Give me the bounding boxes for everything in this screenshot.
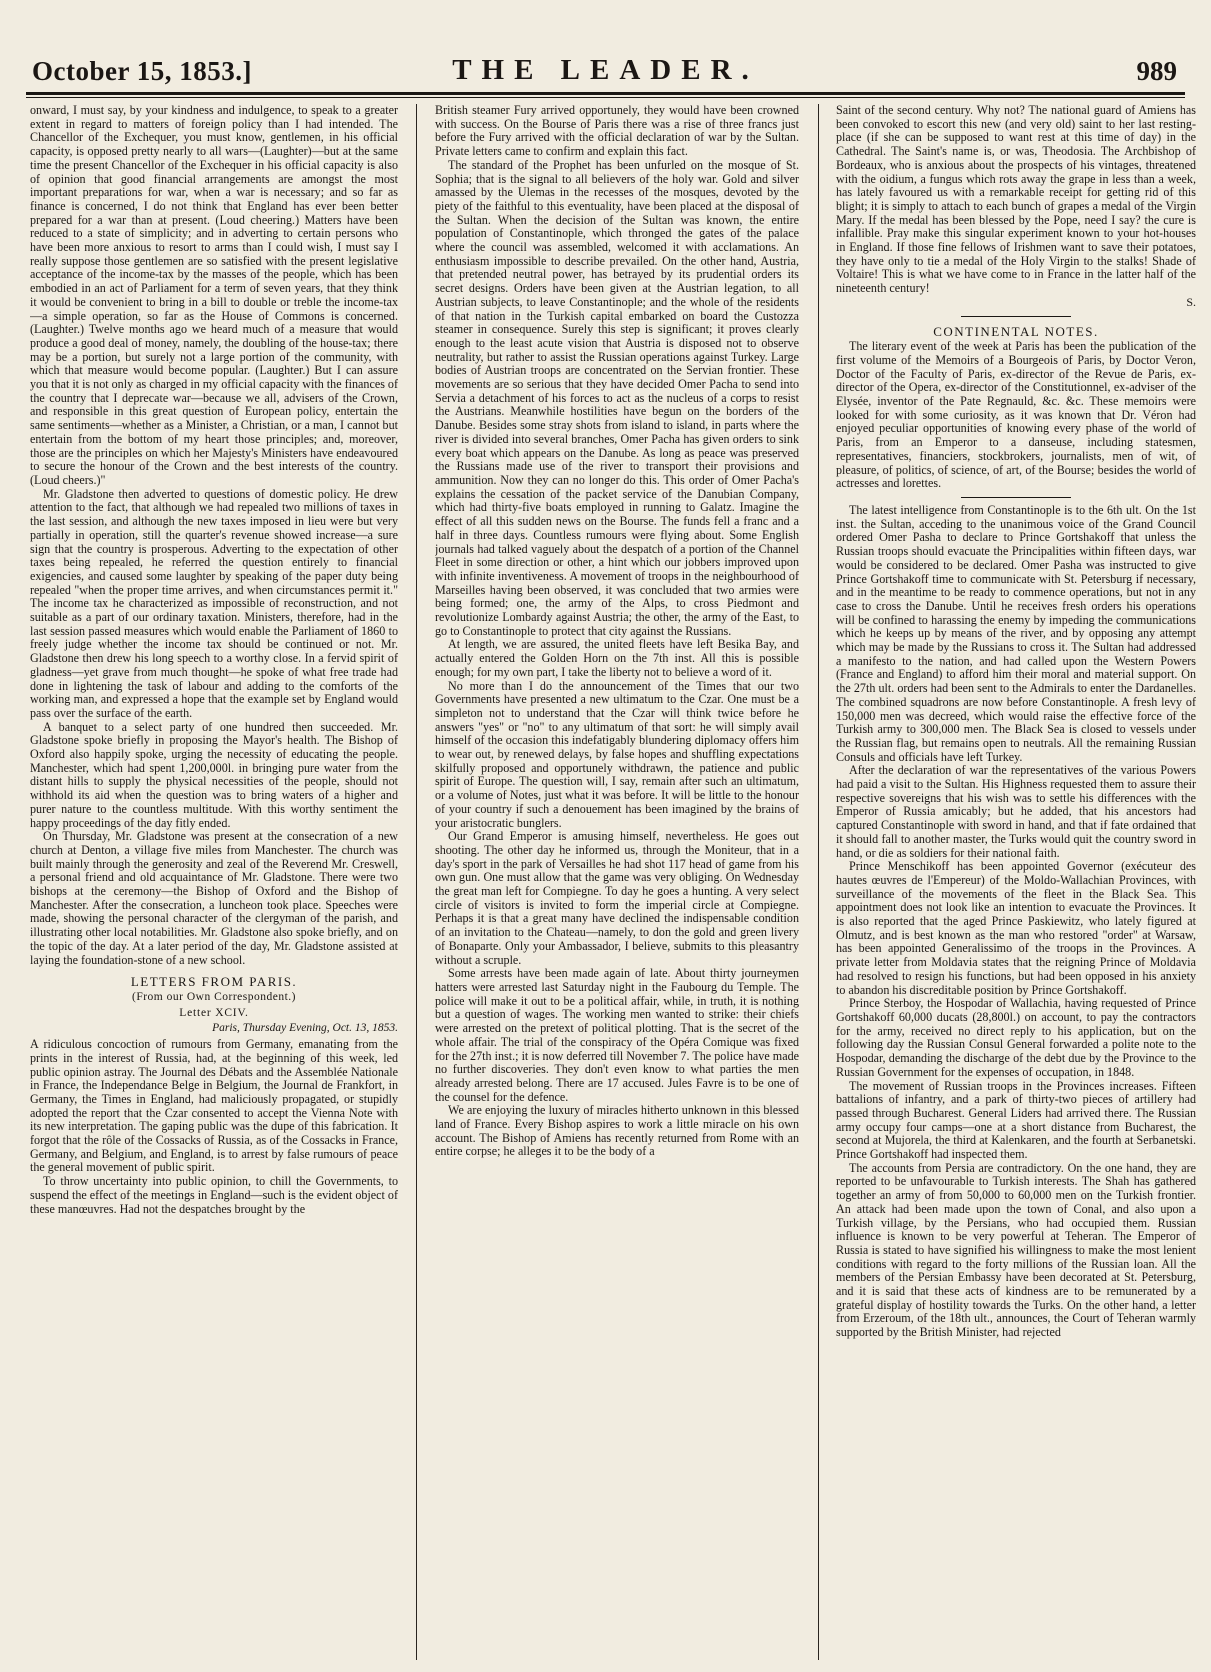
paragraph: onward, I must say, by your kindness and indulgence, to speak to a greater extent in regard to matters of foreign policy than I had intended. The Chancellor of the Exchequer, you must know, gentlemen, in his official capacity, is opposed pretty nearly to all wars—(Laughter)—but at the same time the present Chancellor of the Exchequer in his official capacity is also of opinion that good financial arrangements are amongst the most important preparations for war, when a war is necessary; and so far as finance is concerned, I do not think that England has ever been better prepared for a war than at present. (Loud cheering.) Matters have been reduced to a state of simplicity; and in adverting to certain persons who have been more anxious to resort to arms than I could wish, I must say I really suppose those gentlemen are so satisfied with the present legislative acceptance of the income-tax by the masses of the people, which has been embodied in an act of Parliament for a term of seven years, that they think it would be convenient to bring in a bill to double or treble the income-tax—a simple operation, so far as the House of Commons is concerned. (Laughter.) Twelve months ago we heard much of a measure that would produce a good deal of money, namely, the doubling of the house-tax; there may be a portion, but surely not a large portion of the community, with which that measure would become popular. (Laughter.) But I can assure you that it is not only as charged in my official capacity with the finances of the country that I deprecate war—because we all, advisers of the Crown, and responsible in this great question of European policy, entertain the same sentiments—whether as a Minister, a Christian, or a man, I cannot but entertain from the bottom of my heart those principles; and, moreover, those are the principles on which her Majesty's Ministers have endeavoured to secure the honour of the Crown and the best interests of the country. (Loud cheers.)"	[30, 104, 398, 487]
section-heading: LETTERS FROM PARIS.	[130, 974, 298, 990]
paragraph: We are enjoying the luxury of miracles hitherto unknown in this blessed land of France. Every Bishop aspires to work a little miracle on his own account. The Bishop of Amiens has recently returned from Rome with an entire corpse; he alleges it to be the body of a	[435, 1103, 799, 1159]
column-3	[836, 104, 1196, 1664]
paragraph: No more than I do the announcement of the Times that our two Governments have presented a new ultimatum to the Czar. One must be a simpleton not to understand that the Czar will think twice before he answers "yes" or "no" to any ultimatum of that sort: he will simply avail himself of the occasion this indefatigably blundering diplomacy offers him to wear out, by renewed delays, by false hopes and shuffling expectations skilfully proposed and opportunely withdrawn, the patience and public spirit of Europe. The question will, I say, remain after such an ultimatum, or a volume of Notes, just what it was before. It will be little to the honour of your country if such a denouement has been imagined by the brains of your aristocratic bunglers.	[435, 678, 799, 830]
masthead-rule-thick	[26, 92, 1185, 95]
paragraph: Some arrests have been made again of late. About thirty journeymen hatters were arrested last Saturday night in the Faubourg du Temple. The police will make it out to be a political affair, while, in truth, it is nothing but a question of wages. The working men wanted to strike: their chiefs were arrested on the pretext of political plotting. That is the secret of the whole affair. The trial of the conspiracy of the Opéra Comique was fixed for the 27th inst.; it is now deferred till November 7. The police have made no further discoveries. They don't even know to what parties the men already arrested belong. There are 17 accused. Jules Favre is to be one of the counsel for the defence.	[435, 966, 799, 1104]
letter-number: Letter XCIV.	[179, 1006, 249, 1019]
newspaper-title: THE LEADER.	[452, 54, 759, 86]
masthead-rule-thin	[26, 97, 1185, 98]
paragraph: The accounts from Persia are contradictory. On the one hand, they are reported to be unfavourable to Turkish interests. The Shah has gathered together an army of from 50,000 to 60,000 men on the Turkish frontier. An attack had been made upon the town of Conal, and also upon a Turkish village, by the Persians, who had occupied them. Russian influence is known to be very powerful at Teheran. The Emperor of Russia is stated to have signified his willingness to make the most lenient conditions with regard to the forty millions of the Russian loan. All the members of the Persian Embassy have been decorated at St. Petersburg, and it is said that these acts of kindness are to be remunerated by a grateful display of hostility towards the Turks. On the other hand, a letter from Erzeroum, of the 18th ult., announces, the Court of Teheran warmly supported by the British Minister, had rejected	[836, 1160, 1196, 1340]
section-heading: CONTINENTAL NOTES.	[933, 323, 1099, 339]
paragraph: The literary event of the week at Paris has been the publication of the first volume of the Memoirs of a Bourgeois of Paris, by Doctor Veron, Doctor of the Faculty of Paris, ex-director of the Revue de Paris, ex-director of the Opera, ex-director of the Constitutionnel, ex-adviser of the Elysée, inventor of the Pate Regnauld, &c. &c. These memoirs were looked for with some curiosity, as it was known that Dr. Véron had enjoyed peculiar opportunities of knowing every phase of the world of Paris, from an Emperor to a danseuse, including statesmen, representatives, financiers, stockbrokers, journalists, men of wit, of pleasure, of politics, of science, of art, of the Bourse; besides the world of actresses and lorettes.	[836, 339, 1196, 491]
column-1	[30, 104, 398, 1664]
paragraph: A banquet to a select party of one hundred then succeeded. Mr. Gladstone spoke briefly in proposing the Mayor's health. The Bishop of Oxford also happily spoke, urging the necessity of educating the people. Manchester, which had spent 1,200,000l. in bringing pure water from the distant hills to supply the physical necessities of the people, should not withhold its aid when the question was to bring waters of a higher and purer nature to the countless multitude. With this worthy sentiment the happy proceedings of the day fitly ended.	[30, 719, 398, 830]
issue-date: October 15, 1853.]	[32, 56, 252, 86]
masthead	[26, 44, 1185, 90]
dateline: Paris, Thursday Evening, Oct. 13, 1853.	[212, 1022, 398, 1035]
paragraph: Saint of the second century. Why not? The national guard of Amiens has been convoked to escort this new (and very old) saint to her last resting-place (if she can be supposed to want rest at this time of day) in the Cathedral. The Saint's name is, or was, Theodosia. The Archbishop of Bordeaux, who is anxious about the prospects of his vintages, threatened with the oidium, a fungus which rots away the grape in less than a week, has lately favoured us with a remarkable receipt for getting rid of this blight; it is simply to attach to each bunch of grapes a medal of the Virgin Mary. If the medal has been blessed by the Pope, need I say? the cure is infallible. Pray make this singular experiment known to your hot-houses in England. If those fine fellows of Irishmen want to save their potatoes, they have only to tie a medal of the Holy Virgin to the stalks! Shade of Voltaire! This is what we have come to in France in the latter half of the nineteenth century!	[836, 104, 1196, 296]
page-number: 989	[1136, 56, 1177, 86]
paragraph: On Thursday, Mr. Gladstone was present at the consecration of a new church at Denton, a village five miles from Manchester. The church was built mainly through the generosity and zeal of the Reverend Mr. Creswell, a personal friend and old acquaintance of Mr. Gladstone. There were two bishops at the ceremony—the Bishop of Oxford and the Bishop of Manchester. After the consecration, a luncheon took place. Speeches were made, showing the personal character of the clergyman of the parish, and illustrating other local notabilities. Mr. Gladstone also spoke briefly, and on the topic of the day. At a later period of the day, Mr. Gladstone assisted at laying the foundation-stone of a new school.	[30, 829, 398, 967]
paragraph: Prince Sterboy, the Hospodar of Wallachia, having requested of Prince Gortshakoff 60,000 ducats (28,800l.) on account, to pay the contractors for the army, received no direct reply to his application, but on the following day the Russian Consul General forwarded a polite note to the Hospodar, demanding the discharge of the debt due by the Province to the Russian Government for the expenses of occupation, in 1848.	[836, 996, 1196, 1079]
paragraph: After the declaration of war the representatives of the various Powers had paid a visit to the Sultan. His Highness requested them to assure their respective sovereigns that his wish was to settle his differences with the Emperor of Russia amicably; but he added, that his ancestors had captured Constantinople with sword in hand, and that if fate ordained that it should fall to another master, the Turks would quit the country sword in hand, or die as soldiers for their national faith.	[836, 763, 1196, 860]
paragraph: Prince Menschikoff has been appointed Governor (exécuteur des hautes œuvres de l'Empereur) of the Moldo-Wallachian Provinces, with surveillance of the movements of the fleet in the Black Sea. This appointment does not look like an intention to evacuate the Provinces. It is also reported that the aged Prince Paskiewitz, who lately figured at Olmutz, and is best known as the man who restored "order" at Warsaw, has been appointed Generalissimo of the troops in the Provinces. A private letter from Moldavia states that the reigning Prince of Moldavia had resolved to resign his functions, but had been opposed in his anxiety to abandon his discreditable position by Prince Gortshakoff.	[836, 859, 1196, 997]
paragraph: A ridiculous concoction of rumours from Germany, emanating from the prints in the interest of Russia, had, at the beginning of this week, led public opinion astray. The Journal des Débats and the Assemblée Nationale in France, the Independance Belge in Belgium, the Journal de Frankfort, in Germany, the Times in England, had maliciously propagated, or stupidly adopted the report that the Czar consented to accept the Vienna Note with its new interpretation. The gaping public was the dupe of this fabrication. It forgot that the rôle of the Cossacks of Russia, as of the Cossacks in France, Germany, and Belgium, and England, is to arrest by false rumours of peace the general movement of public spirit.	[30, 1037, 398, 1175]
paragraph: Mr. Gladstone then adverted to questions of domestic policy. He drew attention to the fact, that although we had repealed two millions of taxes in the last session, and although the new taxes imposed in lieu were but very partially in operation, still the quarter's revenue showed increase—a sure sign that the country is prosperous. Adverting to the expectation of other taxes being repealed, he referred the question entirely to financial exigencies, and caused some laughter by speaking of the paper duty being repealed "when the proper time arrives, and when circumstances permit it." The income tax he characterized as impossible of reconstruction, and not suitable as a part of our ordinary taxation. Ministers, therefore, had in the last session passed measures which would enable the Parliament of 1860 to freely judge whether the income tax should be continued or not. Mr. Gladstone then drew his long speech to a worthy close. In a fervid spirit of gladness—yet grave from much thought—he spoke of what free trade had done in lightening the task of labour and adding to the comforts of the working man, and expressed a hope that the example set by England would pass over the surface of the earth.	[30, 486, 398, 720]
paragraph: Our Grand Emperor is amusing himself, nevertheless. He goes out shooting. The other day he informed us, through the Moniteur, that in a day's sport in the park of Versailles he had shot 117 head of game from his own gun. One must allow that the game was very obliging. On Wednesday the great man left for Compiegne. To day he goes a hunting. A very select circle of visitors is invited to form the imperial circle at Compiegne. Perhaps it is that a great many have declined the indispensable condition of an invitation to the Chateau—namely, to don the gold and green livery of Bonaparte. Only your Ambassador, I believe, submits to this pleasantry without a scruple.	[435, 829, 799, 967]
paragraph: The latest intelligence from Constantinople is to the 6th ult. On the 1st inst. the Sultan, acceding to the unanimous voice of the Grand Council ordered Omer Pasha to declare to Prince Gortshakoff that unless the Russian troops should evacuate the Principalities within fifteen days, war would be considered to be declared. Omer Pasha was instructed to give Prince Gortshakoff time to communicate with St. Petersburg if necessary, and in the meantime to be ready to commence operations, but not in any case to cross the Danube. Until he receives fresh orders his operations will be confined to harassing the enemy by impeding the communications which he keeps up by means of the river, and by opposing any attempt which may be made by the Russians to cross it. The Sultan had addressed a manifesto to the nation, and had called upon the Western Powers (France and England) to afford him their moral and material support. On the 27th ult. orders had been sent to the Admirals to enter the Dardanelles. The combined squadrons are now before Constantinople. A fresh levy of 150,000 men was decreed, which would raise the effective force of the Turkish army to 300,000 men. The Black Sea is closed to vessels under the Russian flag, but remains open to neutrals. All the remaining Russian Consuls and officials have left Turkey.	[836, 502, 1196, 764]
divider	[961, 316, 1071, 317]
column-divider	[818, 104, 819, 1660]
section-subheading: (From our Own Correspondent.)	[132, 991, 296, 1003]
paragraph: To throw uncertainty into public opinion, to chill the Governments, to suspend the effect of the meetings in England—such is the evident object of these manœuvres. Had not the despatches brought by the	[30, 1174, 398, 1216]
paragraph: At length, we are assured, the united fleets have left Besika Bay, and actually entered the Golden Horn on the 7th inst. All this is possible enough; for my own part, I take the liberty not to believe a word of it.	[435, 637, 799, 679]
column-2	[435, 104, 799, 1664]
paragraph: The standard of the Prophet has been unfurled on the mosque of St. Sophia; that is the signal to all believers of the holy war. Gold and silver amassed by the Ulemas in the recesses of the mosques, devoted by the piety of the faithful to this eventuality, have been placed at the disposal of the Sultan. When the decision of the Sultan was known, the entire population of Constantinople, which thronged the gates of the palace where the council was assembled, welcomed it with acclamations. An enthusiasm impossible to describe prevailed. On the other hand, Austria, that pretended neutral power, has betrayed by its prudential orders its secret designs. Orders have been given at the Austrian legation, to all Austrian subjects, to leave Constantinople; and the whole of the residents of that nation in the Turkish capital embarked on board the Custozza steamer in consequence. Surely this step is significant; it proves clearly enough to the least acute vision that Austria is disposed not to observe neutrality, but rather to assist the Russian operations against Turkey. Large bodies of Austrian troops are concentrated on the Servian frontier. These movements are so serious that they have decided Omer Pacha to send into Servia a detachment of his forces to act as the nucleus of a corps to resist the Austrians. Meanwhile hostilities have begun on the borders of the Danube. Besides some stray shots from island to island, in parts where the river is divided into several branches, Omer Pacha has given orders to sink every boat which appears on the Danube. As long as peace was preserved the Russians made use of the river to transport their provisions and ammunition. Now they can no longer do this. This order of Omer Pacha's explains the cessation of the packet service of the Danubian Company, which had thirty-five boats employed in running to Galatz. Imagine the effect of all this sudden news on the Bourse. The funds fell a franc and a half in three days. Countless rumours were flying about. Some English journals had talked vaguely about the despatch of a portion of the Channel Fleet in some direction or other, a hint which our jobbers improved upon with infinite inventiveness. A movement of troops in the neighbourhood of Marseilles having been observed, it was concluded that two armies were being formed; one, the army of the Alps, to cross Piedmont and revolutionize Lombardy against Austria; the other, the army of the East, to go to Constantinople to protect that city against the Russians.	[435, 157, 799, 638]
signature: S.	[1186, 294, 1196, 309]
paragraph: The movement of Russian troops in the Provinces increases. Fifteen battalions of infantry, and a park of thirty-two pieces of artillery had passed through Bucharest. General Liders had arrived there. The Russian army occupy four camps—one at a short distance from Bucharest, the second at Mujorela, the third at Kalenkaren, and the fourth at Serbanetski. Prince Gortshakoff had inspected them.	[836, 1078, 1196, 1162]
column-divider	[416, 104, 417, 1660]
paragraph: British steamer Fury arrived opportunely, they would have been crowned with success. On the Bourse of Paris there was a rise of three francs just before the Fury arrived with the official declaration of war by the Sultan. Private letters came to confirm and explain this fact.	[435, 104, 799, 159]
divider	[961, 497, 1071, 498]
